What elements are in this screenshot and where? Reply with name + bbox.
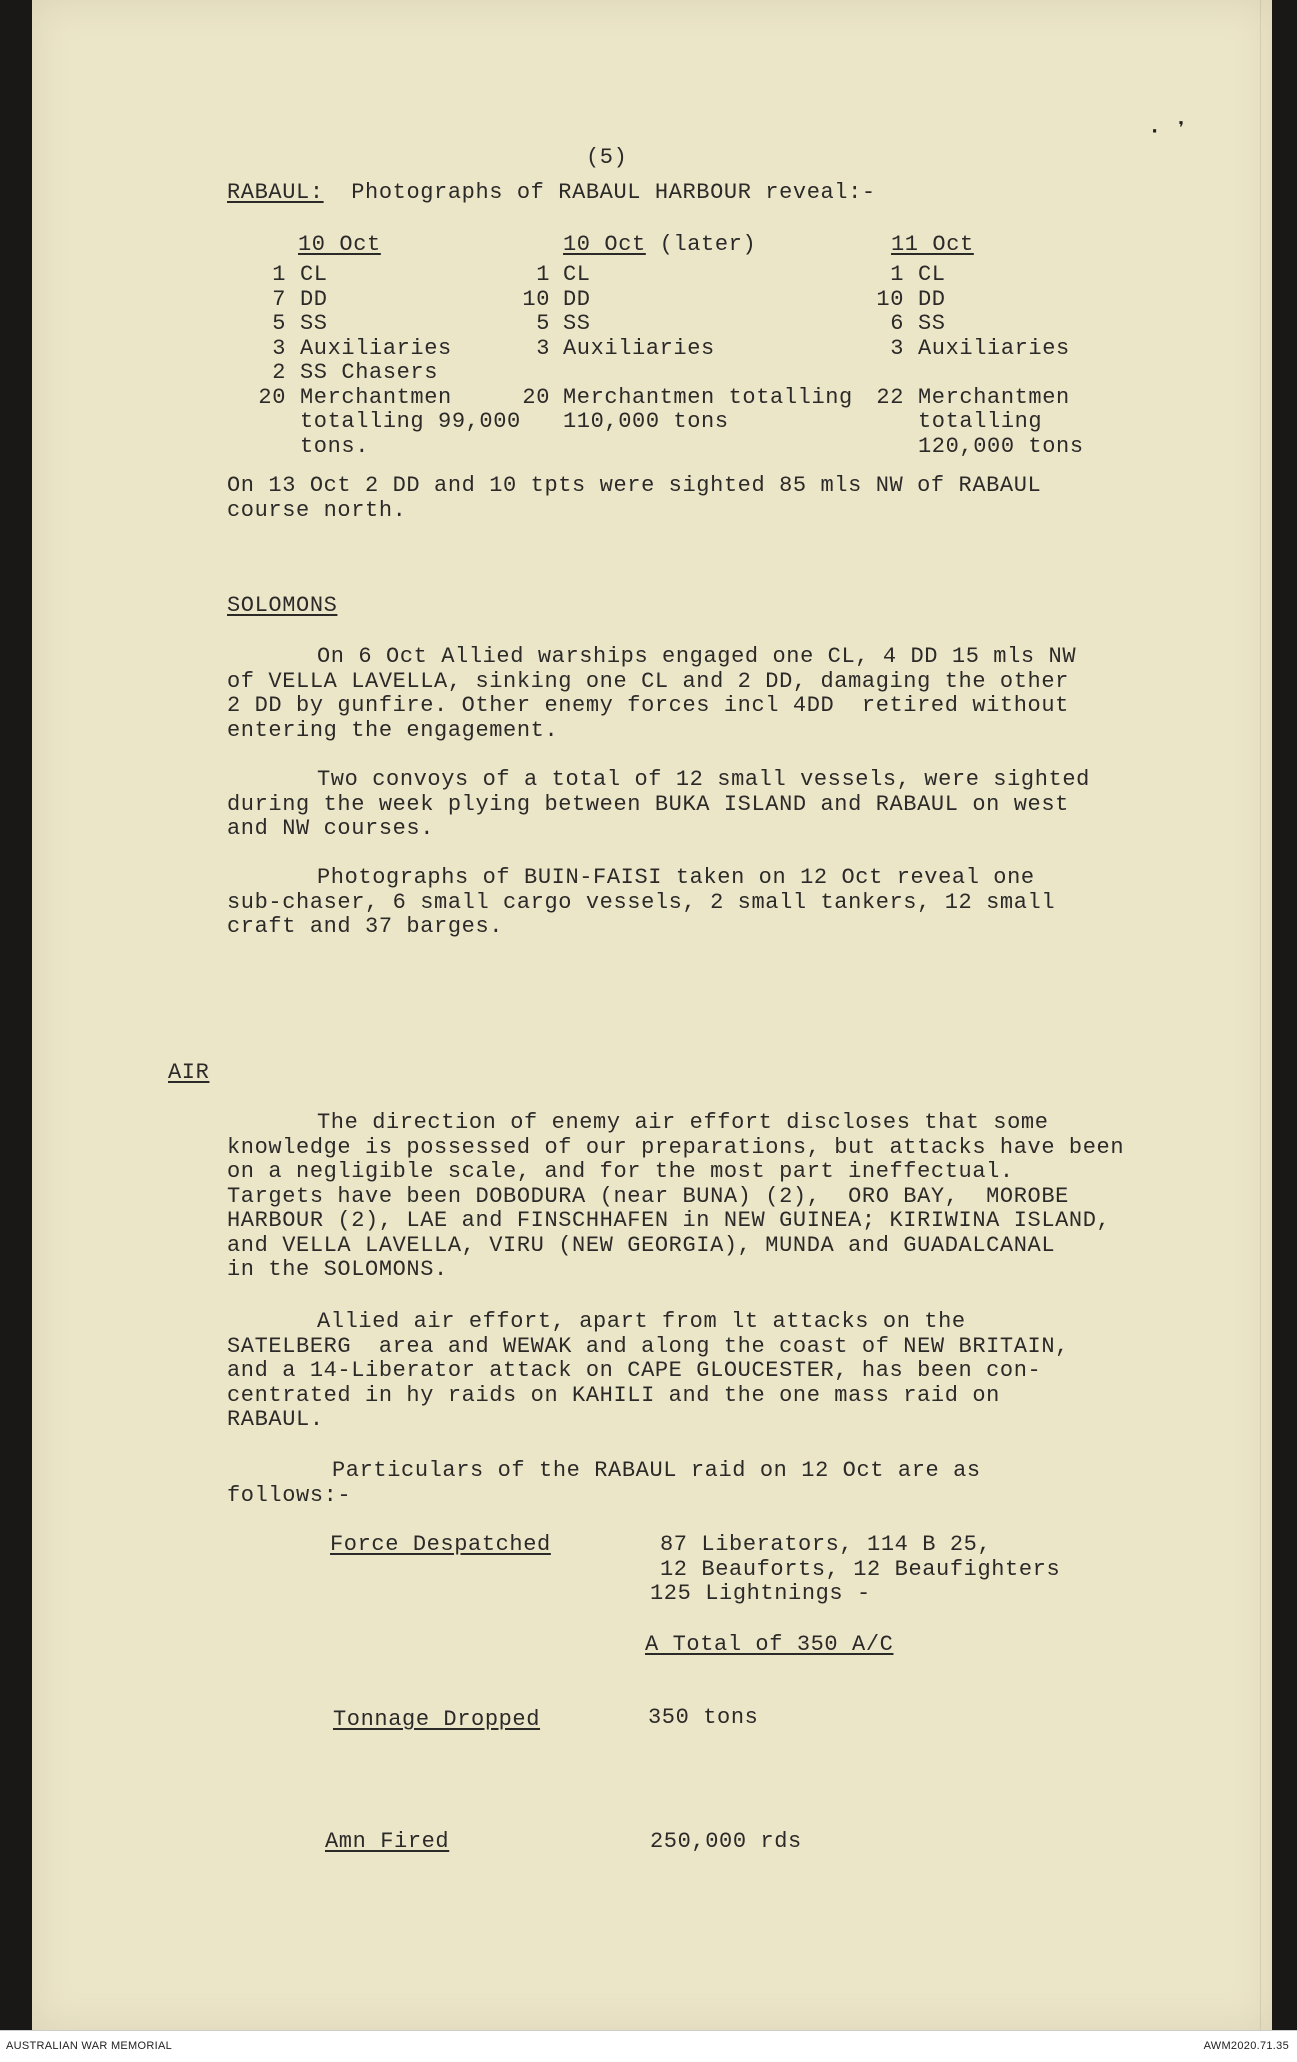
air-para-3: Particulars of the RABAUL raid on 12 Oct are as follows:- bbox=[227, 1458, 981, 1508]
col2-date-line: 10 Oct (later) bbox=[563, 232, 757, 257]
air-para-1: The direction of enemy air effort discloses that some knowledge is possessed of our preparations, but attacks have been on a negligible scale, and for the most part ineffectual. Targets have been DOBODURA (near BUNA) (2), ORO BAY, MOROBE HARBOUR (2), LAE and FINSCHHAFEN in NEW GUINEA; KIRIWINA ISLAND, and VELLA LAVELLA, VIRU (NEW GEORGIA), MUNDA and GUADALCANAL in the SOLOMONS. bbox=[227, 1110, 1125, 1282]
rabaul-intro: Photographs of RABAUL HARBOUR reveal:- bbox=[351, 180, 876, 205]
air-para-2: Allied air effort, apart from lt attacks on the SATELBERG area and WEWAK and along the coast of NEW BRITAIN, and a 14-Liberator attack on CAPE GLOUCESTER, has been con- centrated in hy raids on KAHILI and the one mass raid on RABAUL. bbox=[227, 1309, 1069, 1432]
air-heading: AIR bbox=[168, 1060, 210, 1085]
col1-date: 10 Oct bbox=[298, 232, 381, 257]
ammo-label: Amn Fired bbox=[325, 1829, 450, 1854]
force-lines: 87 Liberators, 114 B 25, 12 Beauforts, 12 Beaufighters 125 Lightnings - bbox=[650, 1532, 1061, 1606]
col2-nums: 1 10 5 3 20 bbox=[522, 262, 550, 410]
archive-footer bbox=[0, 2030, 1297, 2062]
rabaul-heading-line bbox=[227, 181, 876, 206]
page-number: (5) bbox=[586, 145, 628, 170]
footer-left: AUSTRALIAN WAR MEMORIAL bbox=[6, 2040, 173, 2052]
footer-right: AWM2020.71.35 bbox=[1203, 2040, 1289, 2052]
solomons-para-3: Photographs of BUIN-FAISI taken on 12 Oct reveal one sub-chaser, 6 small cargo vessels, 2 small tankers, 12 small craft and 37 barges. bbox=[227, 865, 1056, 939]
col1-nums: 1 7 5 3 2 20 bbox=[258, 262, 286, 410]
rabaul-sighting: On 13 Oct 2 DD and 10 tpts were sighted 85 mls NW of RABAUL course north. bbox=[227, 473, 1042, 523]
col3-items: CL DD SS Auxiliaries Merchantmen totalling 120,000 tons bbox=[918, 262, 1084, 459]
col1-items: CL DD SS Auxiliaries SS Chasers Merchantmen totalling 99,000 tons. bbox=[300, 262, 521, 459]
solomons-para-2: Two convoys of a total of 12 small vessels, were sighted during the week plying between BUKA ISLAND and RABAUL on west and NW courses. bbox=[227, 767, 1090, 841]
solomons-heading: SOLOMONS bbox=[227, 593, 338, 618]
col3-nums: 1 10 6 3 22 bbox=[876, 262, 904, 410]
tonnage-value: 350 tons bbox=[648, 1705, 759, 1730]
page-edge bbox=[1260, 0, 1261, 2030]
ink-mark: · ❜ bbox=[1148, 119, 1188, 144]
solomons-para-1: On 6 Oct Allied warships engaged one CL, 4 DD 15 mls NW of VELLA LAVELLA, sinking one CL and 2 DD, damaging the other 2 DD by gunfire. Other enemy forces incl 4DD retired without entering the engagement. bbox=[227, 644, 1077, 743]
col2-items: CL DD SS Auxiliaries Merchantmen totalling 110,000 tons bbox=[563, 262, 853, 434]
force-label: Force Despatched bbox=[330, 1532, 551, 1557]
force-total: A Total of 350 A/C bbox=[645, 1632, 894, 1657]
rabaul-heading: RABAUL: bbox=[227, 180, 324, 205]
col3-date: 11 Oct bbox=[891, 232, 974, 257]
tonnage-label: Tonnage Dropped bbox=[333, 1707, 541, 1732]
ammo-value: 250,000 rds bbox=[650, 1829, 802, 1854]
